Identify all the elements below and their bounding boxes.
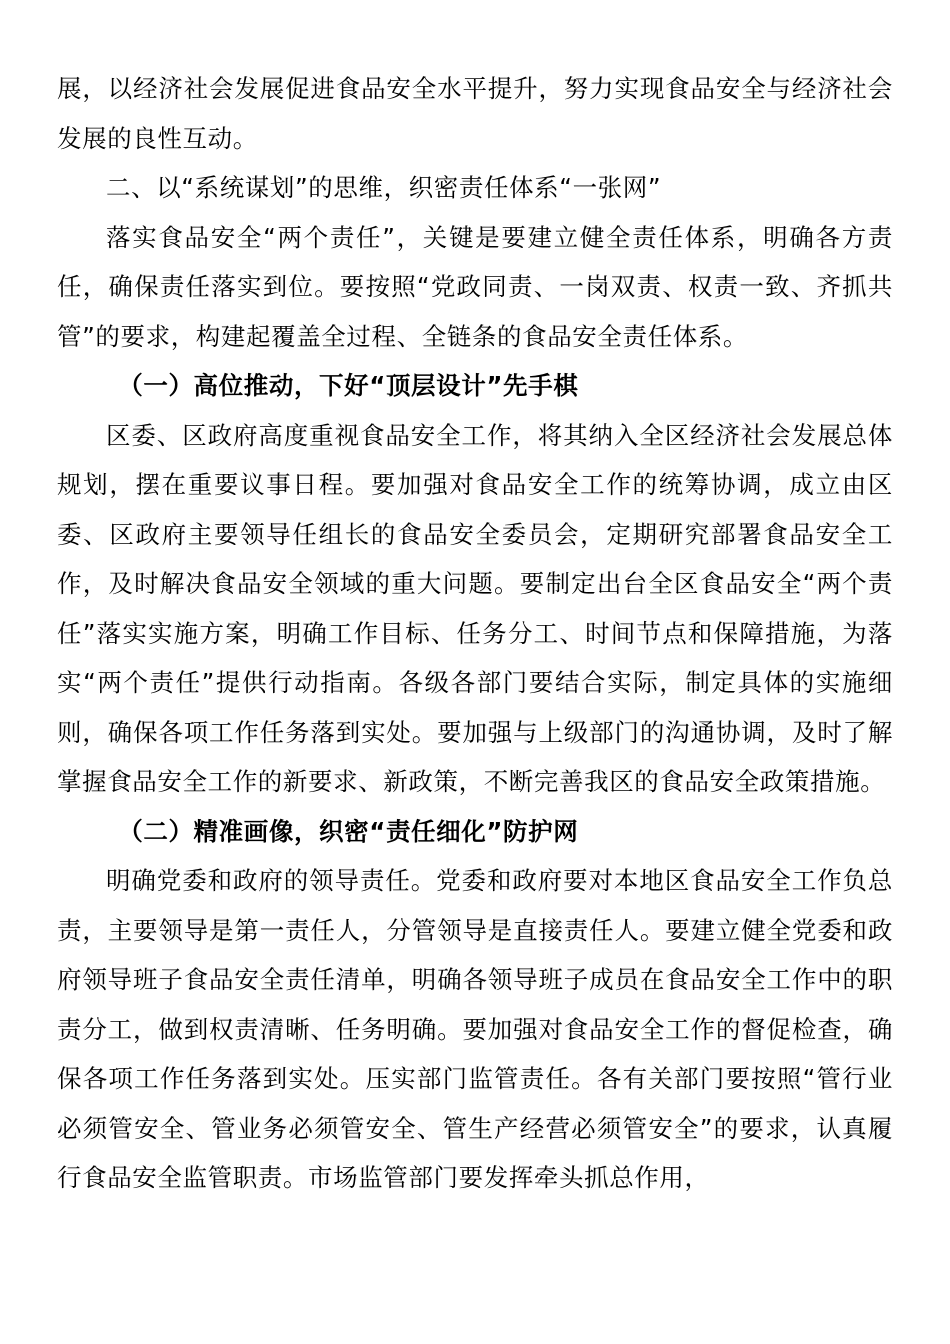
- document-page: [57, 64, 893, 1203]
- paragraph-responsibility-system: 落实食品安全“两个责任”，关键是要建立健全责任体系，明确各方责任，确保责任落实到位。要按照“党政同责、一岗双责、权责一致、齐抓共管”的要求，构建起覆盖全过程、全链条的食品安全责任体系。: [57, 222, 893, 351]
- section-heading-two: 二、以“系统谋划”的思维，织密责任体系“一张网”: [106, 173, 662, 202]
- paragraph-continuation: 展，以经济社会发展促进食品安全水平提升，努力实现食品安全与经济社会发展的良性互动。: [57, 74, 893, 153]
- paragraph-leadership-responsibility: 明确党委和政府的领导责任。党委和政府要对本地区食品安全工作负总责，主要领导是第一责任人，分管领导是直接责任人。要建立健全党委和政府领导班子食品安全责任清单，明确各领导班子成员在食品安全工作中的职责分工，做到权责清晰、任务明确。要加强对食品安全工作的督促检查，确保各项工作任务落到实处。压实部门监管责任。各有关部门要按照“管行业必须管安全、管业务必须管安全、管生产经营必须管安全”的要求，认真履行食品安全监管职责。市场监管部门要发挥牵头抓总作用，: [57, 866, 893, 1192]
- subheading-one: （一）高位推动，下好“顶层设计”先手棋: [118, 371, 579, 400]
- subheading-two: （二）精准画像，织密“责任细化”防护网: [118, 816, 579, 846]
- paragraph-top-level-design: 区委、区政府高度重视食品安全工作，将其纳入全区经济社会发展总体规划，摆在重要议事日程。要加强对食品安全工作的统筹协调，成立由区委、区政府主要领导任组长的食品安全委员会，定期研究部署食品安全工作，及时解决食品安全领域的重大问题。要制定出台全区食品安全“两个责任”落实实施方案，明确工作目标、任务分工、时间节点和保障措施，为落实“两个责任”提供行动指南。各级各部门要结合实际，制定具体的实施细则，确保各项工作任务落到实处。要加强与上级部门的沟通协调，及时了解掌握食品安全工作的新要求、新政策，不断完善我区的食品安全政策措施。: [57, 420, 893, 796]
